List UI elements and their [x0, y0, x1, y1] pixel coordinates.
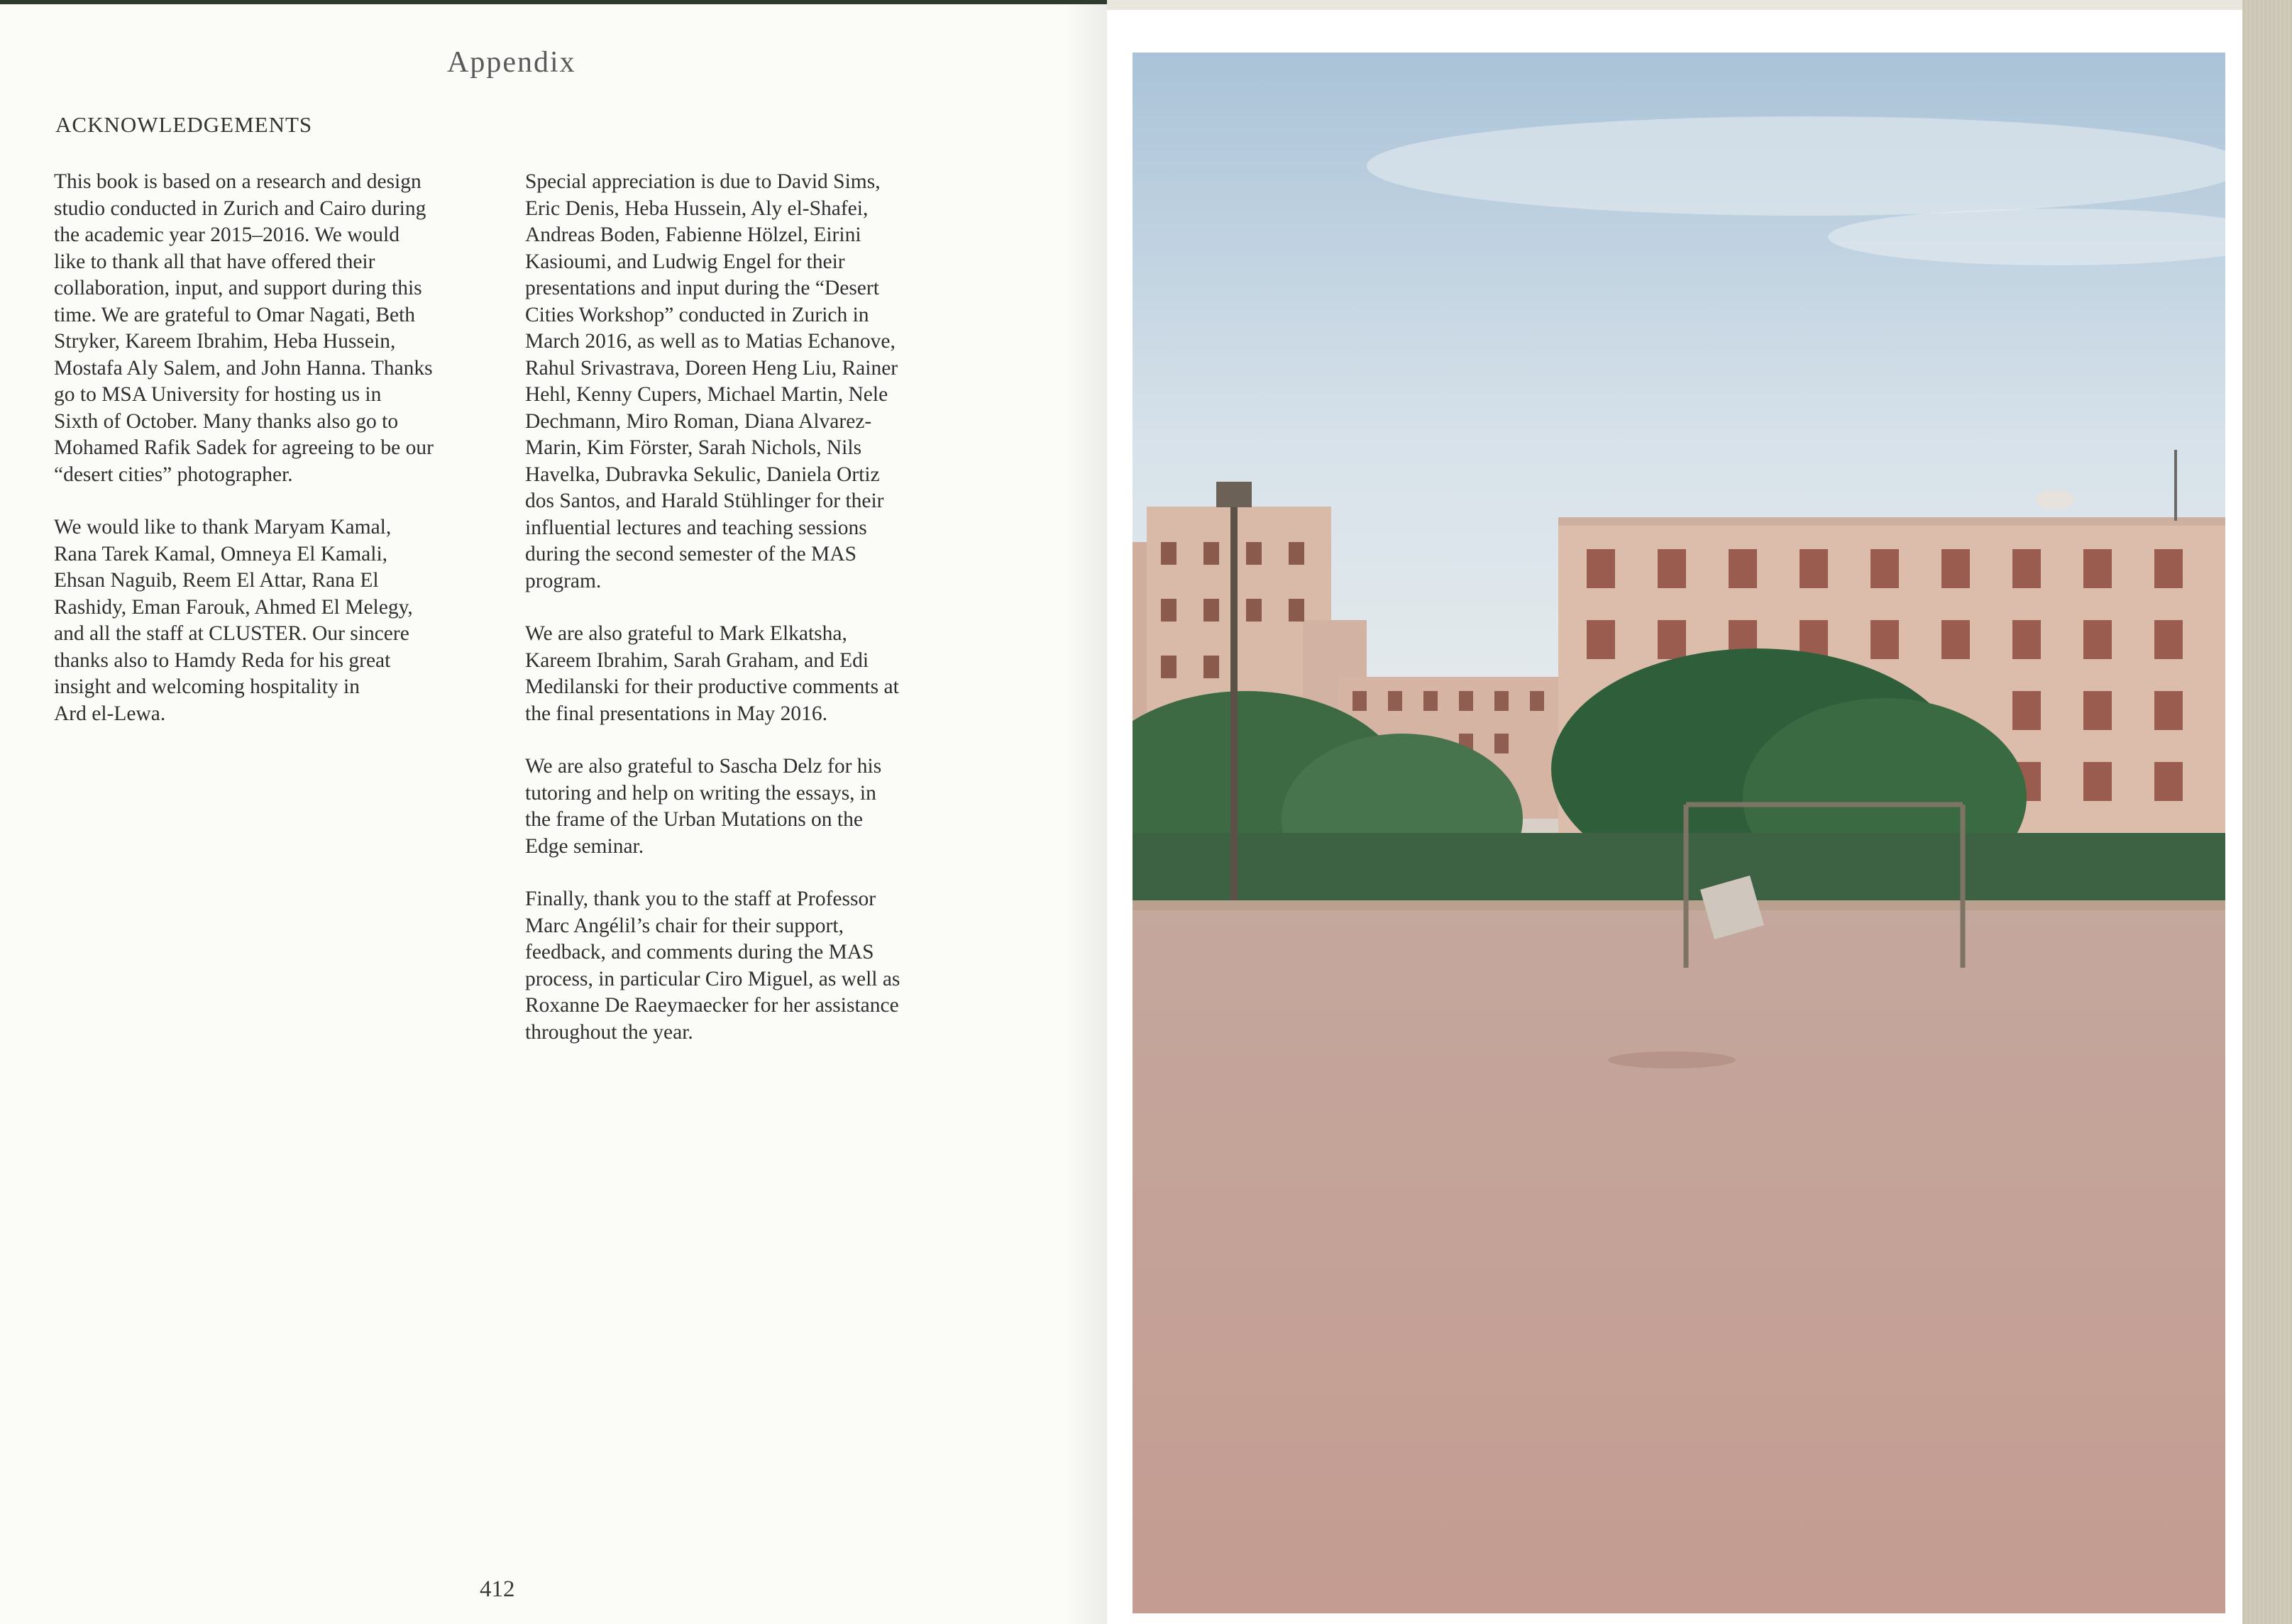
photo-illustration [1133, 53, 2225, 1613]
text-column-left [54, 169, 508, 753]
paragraph: Finally, thank you to the staff at Professor Marc Angélil’s chair for their support, feedback, and comments during the MAS process, in particular Ciro Miguel, as well as Roxanne De Raeymaecker for her assistance throughout the year. [525, 888, 900, 1044]
paragraph: Special appreciation is due to David Sims, Eric Denis, Heba Hussein, Aly el-Shafei, Andreas Boden, Fabienne Hölzel, Eirini Kasioumi, and Ludwig Engel for their presentations and input during the “Desert Cities Workshop” conducted in Zurich in March 2016, as well as to Matias Echanove, Rahul Srivastrava, Doreen Heng Liu, Rainer Hehl, Kenny Cupers, Michael Martin, Nele Dechmann, Miro Roman, Diana Alvarez- Marin, Kim Förster, Sarah Nichols, Nils Havelka, Dubravka Sekulic, Daniela Ortiz dos Santos, and Harald Stühlinger for their influential lectures and teaching sessions during the second semester of the MAS program. [525, 170, 898, 592]
paragraph: We would like to thank Maryam Kamal, Rana Tarek Kamal, Omneya El Kamali, Ehsan Naguib, Reem El Attar, Rana El Rashidy, Eman Farouk, Ahmed El Melegy, and all the staff at CLUSTER. Our sincere thanks also to Hamdy Reda for his great insight and welcoming hospitality in Ard el-Lewa. [54, 516, 413, 725]
gutter-shadow [1064, 4, 1107, 1624]
football-pitch-photo [1133, 53, 2225, 1613]
page-number: 412 [480, 1576, 515, 1602]
dirt-pitch [1133, 904, 2225, 1613]
paragraph: This book is based on a research and design studio conducted in Zurich and Cairo during the academic year 2015–2016. We would like to thank all that have offered their collaboration, input, and support during this time. We are grateful to Omar Nagati, Beth Stryker, Kareem Ibrahim, Heba Hussein, Mostafa Aly Salem, and John Hanna. Thanks go to MSA University for hosting us in Sixth of October. Many thanks also go to Mohamed Rafik Sadek for agreeing to be our “desert cities” photographer. [54, 170, 434, 486]
running-head: Appendix [447, 46, 576, 79]
paragraph: We are also grateful to Mark Elkatsha, Kareem Ibrahim, Sarah Graham, and Edi Medilanski for their productive comments at the final presentations in May 2016. [525, 622, 899, 725]
book-cover-edge [2242, 0, 2292, 1624]
section-heading: ACKNOWLEDGEMENTS [55, 112, 313, 137]
paragraph: We are also grateful to Sascha Delz for his tutoring and help on writing the essays, in the frame of the Urban Mutations on the Edge seminar. [525, 755, 882, 858]
page-top-edge [1107, 0, 2292, 10]
left-page [0, 4, 1107, 1624]
right-page [1107, 0, 2292, 1624]
text-column-right [525, 169, 979, 1072]
